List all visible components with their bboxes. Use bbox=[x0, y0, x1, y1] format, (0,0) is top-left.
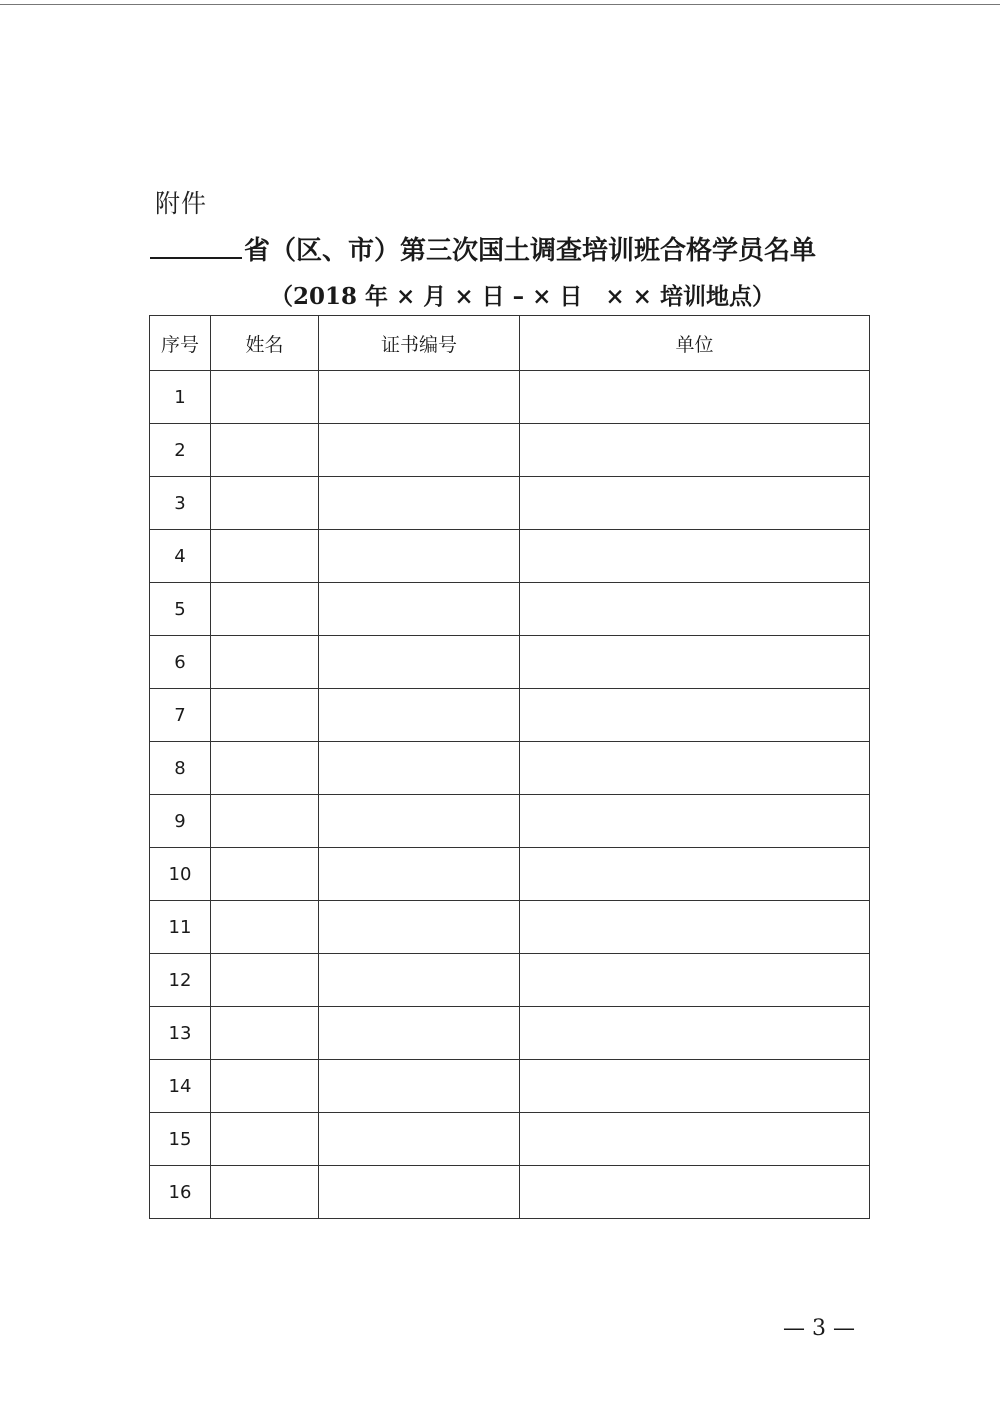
row-number: 8 bbox=[150, 742, 211, 795]
page-number: — 3 — bbox=[783, 1316, 855, 1341]
name-cell bbox=[211, 689, 319, 742]
table-row bbox=[150, 371, 870, 424]
organization-cell bbox=[520, 795, 870, 848]
organization-cell bbox=[520, 689, 870, 742]
name-cell bbox=[211, 954, 319, 1007]
title-text: 省（区、市）第三次国土调查培训班合格学员名单 bbox=[244, 236, 817, 266]
row-number: 5 bbox=[150, 583, 211, 636]
organization-cell bbox=[520, 1113, 870, 1166]
name-cell bbox=[211, 583, 319, 636]
row-number: 2 bbox=[150, 424, 211, 477]
table-row bbox=[150, 1113, 870, 1166]
row-number: 12 bbox=[150, 954, 211, 1007]
row-number: 3 bbox=[150, 477, 211, 530]
certificate-cell bbox=[319, 901, 520, 954]
table-row bbox=[150, 795, 870, 848]
row-number: 13 bbox=[150, 1007, 211, 1060]
name-cell bbox=[211, 1166, 319, 1219]
table-row bbox=[150, 636, 870, 689]
certificate-cell bbox=[319, 424, 520, 477]
row-number: 4 bbox=[150, 530, 211, 583]
organization-cell bbox=[520, 583, 870, 636]
organization-cell bbox=[520, 1060, 870, 1113]
organization-cell bbox=[520, 901, 870, 954]
row-number: 14 bbox=[150, 1060, 211, 1113]
table-row bbox=[150, 954, 870, 1007]
name-cell bbox=[211, 1060, 319, 1113]
row-number: 9 bbox=[150, 795, 211, 848]
certificate-cell bbox=[319, 1113, 520, 1166]
row-number: 7 bbox=[150, 689, 211, 742]
certificate-cell bbox=[319, 477, 520, 530]
certificate-cell bbox=[319, 583, 520, 636]
organization-cell bbox=[520, 477, 870, 530]
name-cell bbox=[211, 848, 319, 901]
organization-cell bbox=[520, 742, 870, 795]
name-cell bbox=[211, 424, 319, 477]
certificate-cell bbox=[319, 954, 520, 1007]
table-row bbox=[150, 1007, 870, 1060]
row-number: 11 bbox=[150, 901, 211, 954]
row-number: 1 bbox=[150, 371, 211, 424]
organization-cell bbox=[520, 371, 870, 424]
name-cell bbox=[211, 1113, 319, 1166]
name-cell bbox=[211, 901, 319, 954]
header-serial-number: 序号 bbox=[150, 316, 211, 371]
table-row bbox=[150, 1060, 870, 1113]
header-name: 姓名 bbox=[211, 316, 319, 371]
row-number: 10 bbox=[150, 848, 211, 901]
table-row bbox=[150, 689, 870, 742]
certificate-cell bbox=[319, 1060, 520, 1113]
header-certificate-number: 证书编号 bbox=[319, 316, 520, 371]
table-row bbox=[150, 1166, 870, 1219]
table-header-row bbox=[150, 316, 870, 371]
row-number: 6 bbox=[150, 636, 211, 689]
table-row bbox=[150, 583, 870, 636]
title-fill-blank bbox=[150, 231, 242, 259]
certificate-cell bbox=[319, 1166, 520, 1219]
certificate-cell bbox=[319, 1007, 520, 1060]
name-cell bbox=[211, 371, 319, 424]
name-cell bbox=[211, 795, 319, 848]
name-cell bbox=[211, 636, 319, 689]
table-row bbox=[150, 424, 870, 477]
name-cell bbox=[211, 1007, 319, 1060]
certificate-cell bbox=[319, 848, 520, 901]
certificate-cell bbox=[319, 742, 520, 795]
organization-cell bbox=[520, 954, 870, 1007]
table-row bbox=[150, 742, 870, 795]
certificate-cell bbox=[319, 636, 520, 689]
table-row bbox=[150, 477, 870, 530]
header-organization: 单位 bbox=[520, 316, 870, 371]
name-cell bbox=[211, 530, 319, 583]
certificate-cell bbox=[319, 371, 520, 424]
organization-cell bbox=[520, 636, 870, 689]
organization-cell bbox=[520, 1007, 870, 1060]
organization-cell bbox=[520, 530, 870, 583]
table-row bbox=[150, 848, 870, 901]
certificate-cell bbox=[319, 530, 520, 583]
organization-cell bbox=[520, 424, 870, 477]
name-cell bbox=[211, 477, 319, 530]
attachment-label: 附件 bbox=[155, 189, 208, 218]
row-number: 15 bbox=[150, 1113, 211, 1166]
page-subtitle: （2018 年 × 月 × 日 – × 日 × × 培训地点） bbox=[270, 283, 775, 310]
top-border-line bbox=[0, 4, 1000, 5]
certificate-cell bbox=[319, 795, 520, 848]
certificate-cell bbox=[319, 689, 520, 742]
organization-cell bbox=[520, 1166, 870, 1219]
roster-table bbox=[149, 315, 870, 1219]
table-row bbox=[150, 901, 870, 954]
row-number: 16 bbox=[150, 1166, 211, 1219]
page-title bbox=[150, 230, 850, 266]
name-cell bbox=[211, 742, 319, 795]
organization-cell bbox=[520, 848, 870, 901]
table-row bbox=[150, 530, 870, 583]
